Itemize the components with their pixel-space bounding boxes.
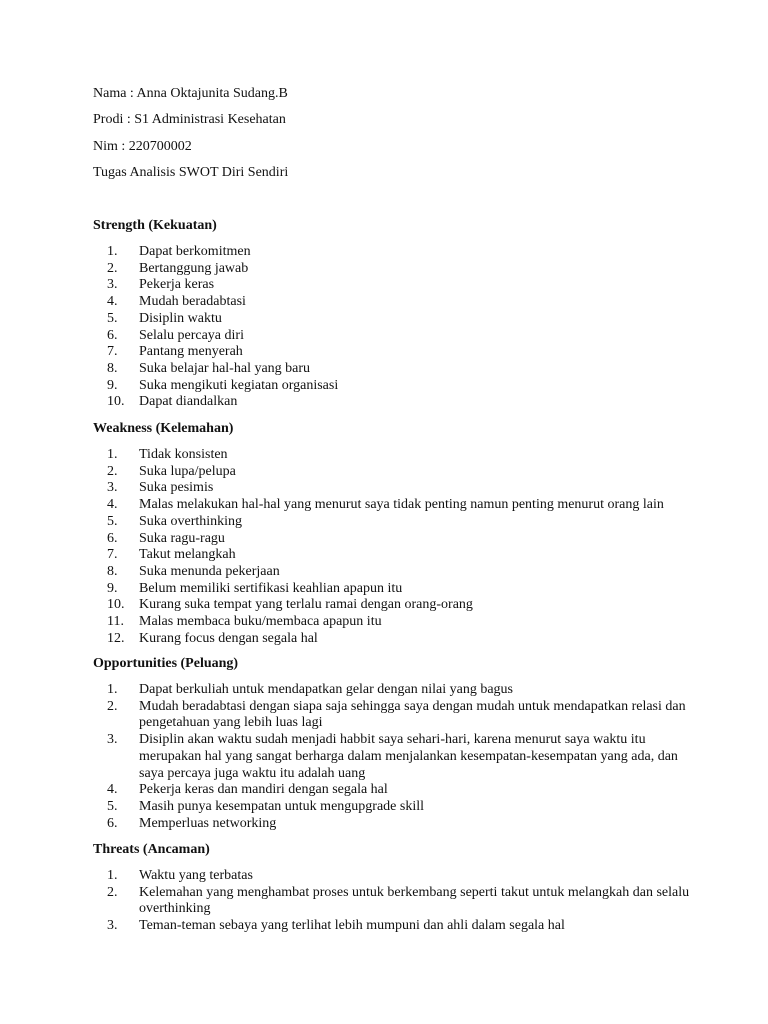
strength-item bbox=[93, 328, 693, 345]
strength-item bbox=[93, 244, 693, 261]
list-item-text: Selalu percaya diri bbox=[139, 327, 244, 343]
list-item-text: Tidak konsisten bbox=[139, 447, 228, 462]
list-number: 8. bbox=[107, 563, 118, 579]
list-number: 12. bbox=[107, 630, 125, 646]
opportunities-item bbox=[93, 799, 693, 816]
opportunities-item bbox=[93, 816, 693, 833]
opportunities-item bbox=[93, 732, 693, 782]
list-number: 4. bbox=[107, 497, 118, 513]
strength-list bbox=[93, 244, 693, 411]
weakness-list bbox=[93, 447, 693, 647]
list-number: 4. bbox=[107, 294, 118, 310]
list-number: 5. bbox=[107, 310, 118, 326]
list-number: 7. bbox=[107, 344, 118, 360]
student-name: Nama : Anna Oktajunita Sudang.B bbox=[93, 86, 288, 101]
list-item-text: Suka ragu-ragu bbox=[139, 530, 225, 546]
list-number: 3. bbox=[107, 480, 118, 496]
list-item-text: Suka pesimis bbox=[139, 480, 214, 496]
list-item-text: Dapat berkuliah untuk mendapatkan gelar dengan nilai yang bagus bbox=[139, 682, 513, 697]
list-number: 5. bbox=[107, 513, 118, 529]
list-number: 1. bbox=[107, 447, 118, 462]
weakness-item bbox=[93, 547, 693, 564]
list-item-text: Dapat berkomitmen bbox=[139, 244, 251, 259]
list-item-text: Disiplin waktu bbox=[139, 310, 222, 326]
strength-item bbox=[93, 361, 693, 378]
list-number: 4. bbox=[107, 782, 118, 798]
weakness-item bbox=[93, 497, 693, 514]
list-item-text: Bertanggung jawab bbox=[139, 260, 249, 276]
list-item-text: Belum memiliki sertifikasi keahlian apapun itu bbox=[139, 580, 403, 596]
opportunities-item bbox=[93, 682, 693, 699]
student-id: Nim : 220700002 bbox=[93, 138, 192, 154]
list-number: 2. bbox=[107, 884, 118, 900]
list-number: 6. bbox=[107, 327, 118, 343]
list-item-text: Pekerja keras dan mandiri dengan segala hal bbox=[139, 782, 388, 798]
strength-item bbox=[93, 311, 693, 328]
list-number: 2. bbox=[107, 698, 118, 714]
threats-list bbox=[93, 868, 693, 935]
list-item-text: Suka belajar hal-hal yang baru bbox=[139, 360, 311, 376]
list-item-text: Suka overthinking bbox=[139, 513, 243, 529]
strength-item bbox=[93, 277, 693, 294]
list-number: 6. bbox=[107, 530, 118, 546]
weakness-item bbox=[93, 597, 693, 614]
study-program: Prodi : S1 Administrasi Kesehatan bbox=[93, 112, 286, 128]
weakness-item bbox=[93, 531, 693, 548]
list-number: 1. bbox=[107, 682, 118, 697]
strength-item bbox=[93, 261, 693, 278]
weakness-item bbox=[93, 464, 693, 481]
list-item-text: Mudah beradabtasi bbox=[139, 294, 246, 310]
strength-heading: Strength (Kekuatan) bbox=[93, 218, 217, 233]
list-item-text: Memperluas networking bbox=[139, 815, 277, 831]
list-number: 3. bbox=[107, 732, 118, 748]
list-number: 2. bbox=[107, 463, 118, 479]
list-item-text: Dapat diandalkan bbox=[139, 394, 238, 410]
threats-item bbox=[93, 885, 693, 918]
strength-item bbox=[93, 294, 693, 311]
list-item-text: Suka mengikuti kegiatan organisasi bbox=[139, 377, 339, 393]
list-item-text: Kurang suka tempat yang terlalu ramai dengan orang-orang bbox=[139, 597, 473, 613]
opportunities-item bbox=[93, 782, 693, 799]
list-number: 1. bbox=[107, 244, 118, 259]
list-item-text: Malas membaca buku/membaca apapun itu bbox=[139, 614, 382, 630]
weakness-item bbox=[93, 564, 693, 581]
list-item-text: Takut melangkah bbox=[139, 547, 236, 563]
list-item-text: Kurang focus dengan segala hal bbox=[139, 630, 318, 646]
weakness-item bbox=[93, 447, 693, 464]
list-number: 9. bbox=[107, 580, 118, 596]
strength-item bbox=[93, 344, 693, 361]
list-item-text: Kelemahan yang menghambat proses untuk berkembang seperti takut untuk melangkah dan selalu overthinking bbox=[139, 884, 690, 917]
student-info bbox=[93, 86, 288, 191]
strength-item bbox=[93, 394, 693, 411]
strength-item bbox=[93, 378, 693, 395]
list-item-text: Waktu yang terbatas bbox=[139, 868, 253, 883]
weakness-item bbox=[93, 631, 693, 648]
list-item-text: Masih punya kesempatan untuk mengupgrade skill bbox=[139, 798, 424, 814]
list-item-text: Teman-teman sebaya yang terlihat lebih mumpuni dan ahli dalam segala hal bbox=[139, 918, 565, 934]
list-item-text: Disiplin akan waktu sudah menjadi habbit saya sehari-hari, karena menurut saya waktu itu merupakan hal yang sangat berharga dalam menjalankan kesempatan-kesempatan yang ada, dan saya percaya juga waktu itu adalah uang bbox=[139, 732, 678, 781]
opportunities-item bbox=[93, 699, 693, 732]
weakness-item bbox=[93, 480, 693, 497]
assignment-title: Tugas Analisis SWOT Diri Sendiri bbox=[93, 164, 289, 180]
list-number: 1. bbox=[107, 868, 118, 883]
list-number: 2. bbox=[107, 260, 118, 276]
list-number: 9. bbox=[107, 377, 118, 393]
list-item-text: Suka menunda pekerjaan bbox=[139, 563, 280, 579]
list-item-text: Malas melakukan hal-hal yang menurut saya tidak penting namun penting menurut orang lain bbox=[139, 497, 664, 513]
list-number: 3. bbox=[107, 277, 118, 293]
weakness-item bbox=[93, 581, 693, 598]
opportunities-heading: Opportunities (Peluang) bbox=[93, 656, 239, 671]
list-item-text: Pantang menyerah bbox=[139, 344, 243, 360]
list-number: 5. bbox=[107, 798, 118, 814]
list-number: 10. bbox=[107, 597, 125, 613]
list-item-text: Mudah beradabtasi dengan siapa saja sehingga saya dengan mudah untuk mendapatkan relasi dan pengetahuan yang lebih luas lagi bbox=[139, 698, 686, 731]
threats-heading: Threats (Ancaman) bbox=[93, 842, 210, 857]
list-number: 3. bbox=[107, 918, 118, 934]
list-item-text: Pekerja keras bbox=[139, 277, 215, 293]
opportunities-list bbox=[93, 682, 693, 832]
weakness-item bbox=[93, 514, 693, 531]
list-item-text: Suka lupa/pelupa bbox=[139, 463, 236, 479]
weakness-item bbox=[93, 614, 693, 631]
list-number: 11. bbox=[107, 614, 124, 630]
threats-item bbox=[93, 918, 693, 935]
weakness-heading: Weakness (Kelemahan) bbox=[93, 421, 234, 436]
list-number: 7. bbox=[107, 547, 118, 563]
list-number: 8. bbox=[107, 360, 118, 376]
list-number: 10. bbox=[107, 394, 125, 410]
list-number: 6. bbox=[107, 815, 118, 831]
threats-item bbox=[93, 868, 693, 885]
